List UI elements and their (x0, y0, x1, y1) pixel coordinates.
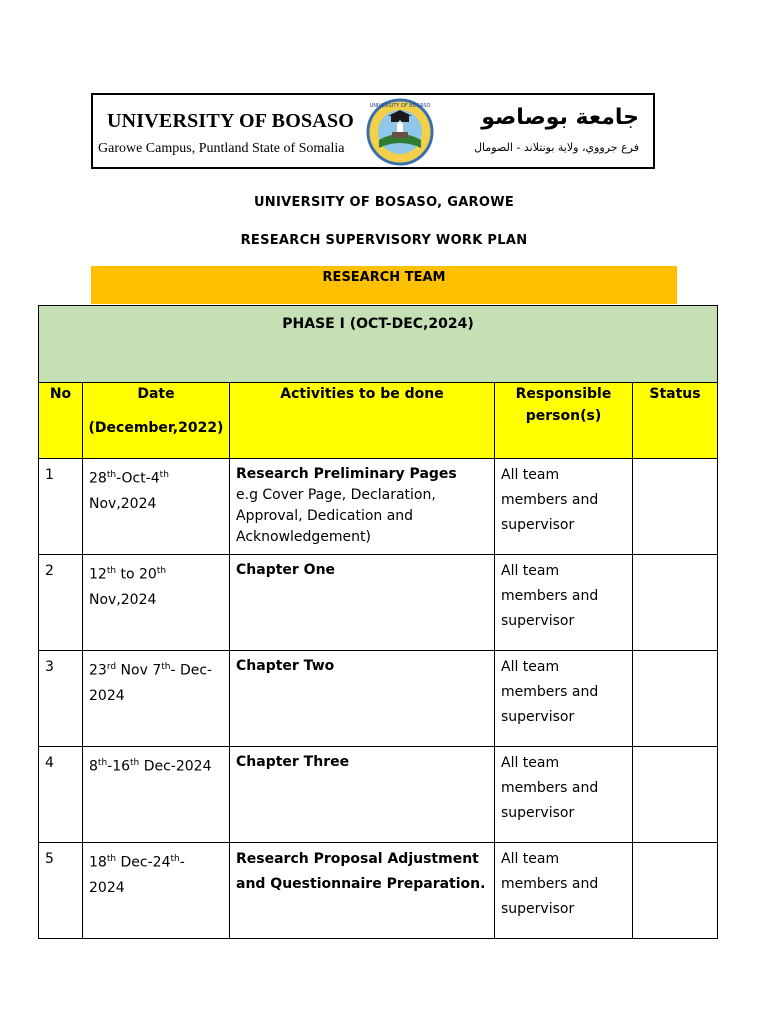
row-activity (230, 651, 495, 747)
row-responsible: All team members and supervisor (495, 747, 633, 843)
row-activity (230, 747, 495, 843)
row-responsible: All team members and supervisor (495, 555, 633, 651)
header-activities: Activities to be done (230, 383, 495, 459)
letterhead-english-subtitle: Garowe Campus, Puntland State of Somalia (98, 141, 345, 156)
row-responsible: All team members and supervisor (495, 651, 633, 747)
letterhead-english-title: UNIVERSITY OF BOSASO (107, 110, 355, 132)
row-date: 12th to 20th Nov,2024 (83, 555, 230, 651)
activity-title: Research Preliminary Pages (236, 466, 457, 482)
row-activity (230, 555, 495, 651)
row-responsible: All team members and supervisor (495, 459, 633, 555)
activity-title: Research Proposal Adjustment and Questionnaire Preparation. (236, 851, 486, 892)
row-responsible: All team members and supervisor (495, 843, 633, 939)
row-number: 2 (39, 555, 83, 651)
row-date: 18th Dec-24th- 2024 (83, 843, 230, 939)
letterhead-arabic-subtitle: فرع جرووي، ولاية بونتلاند - الصومال (474, 141, 639, 154)
header-responsible: Responsible person(s) (495, 383, 633, 459)
row-date: 28th-Oct-4th Nov,2024 (83, 459, 230, 555)
logo-ring-text: UNIVERSITY OF BOSASO (369, 103, 431, 109)
row-activity (230, 843, 495, 939)
row-status (633, 459, 718, 555)
row-status (633, 651, 718, 747)
table-row (39, 555, 718, 651)
row-date: 8th-16th Dec-2024 (83, 747, 230, 843)
activity-title: Chapter Two (236, 658, 335, 674)
header-date: Date (December,2022) (83, 383, 230, 459)
activity-detail: e.g Cover Page, Declaration, Approval, Dedication and Acknowledgement) (236, 487, 436, 545)
table-row (39, 651, 718, 747)
row-number: 3 (39, 651, 83, 747)
phase-cell (39, 306, 718, 383)
phase-label: PHASE I (OCT-DEC,2024) (282, 316, 474, 332)
table-row (39, 843, 718, 939)
row-status (633, 843, 718, 939)
letterhead-arabic-title: جامعة بوصاصو (481, 105, 639, 130)
university-logo-icon (361, 98, 439, 166)
row-status (633, 555, 718, 651)
activity-title: Chapter One (236, 562, 336, 578)
plan-title: RESEARCH SUPERVISORY WORK PLAN (240, 233, 528, 248)
row-number: 4 (39, 747, 83, 843)
row-number: 1 (39, 459, 83, 555)
phase-row (39, 306, 718, 383)
university-heading: UNIVERSITY OF BOSASO, GAROWE (253, 195, 515, 210)
work-plan-table (38, 305, 718, 939)
header-no: No (39, 383, 83, 459)
row-number: 5 (39, 843, 83, 939)
letterhead (91, 93, 655, 169)
row-status (633, 747, 718, 843)
header-row (39, 383, 718, 459)
table-row (39, 459, 718, 555)
row-activity (230, 459, 495, 555)
header-status: Status (633, 383, 718, 459)
table-row (39, 747, 718, 843)
activity-title: Chapter Three (236, 754, 350, 770)
research-team-band (91, 266, 677, 304)
row-date: 23rd Nov 7th- Dec-2024 (83, 651, 230, 747)
research-team-label: RESEARCH TEAM (322, 270, 446, 285)
